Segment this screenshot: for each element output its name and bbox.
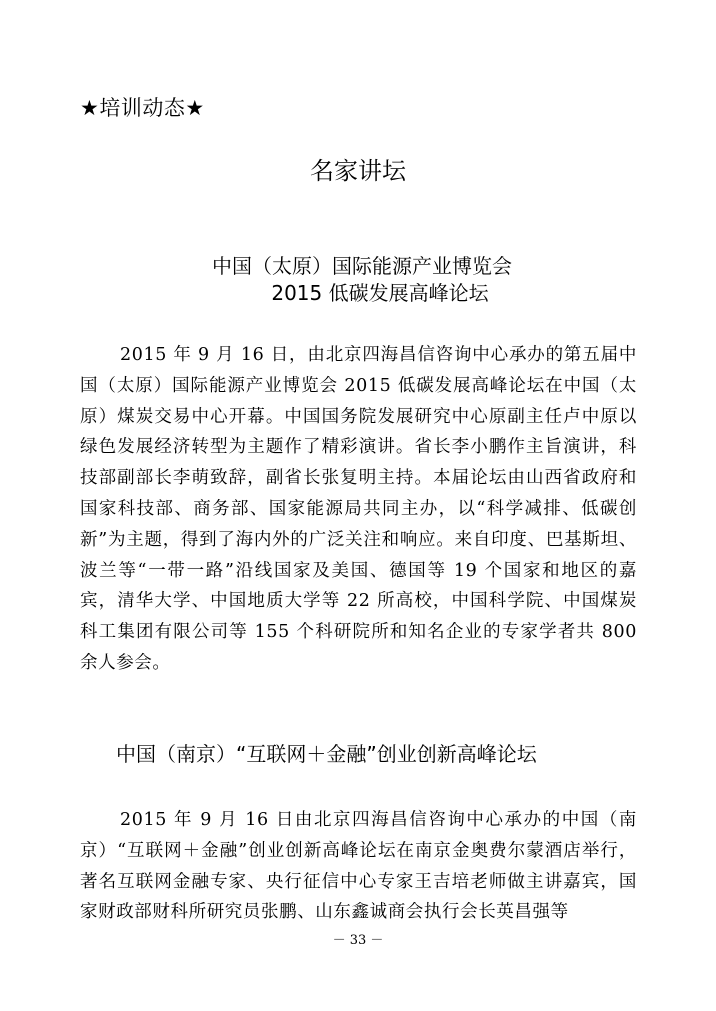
article2-title: 中国（南京）“互联网＋金融”创业创新高峰论坛 <box>116 742 537 766</box>
article-paragraph-1 <box>80 340 637 679</box>
article-title-line2: 2015 低碳发展高峰论坛 <box>271 281 489 305</box>
page-title <box>0 155 716 187</box>
article2-paragraph-1 <box>80 805 637 928</box>
article-title-line1: 中国（太原）国际能源产业博览会 <box>212 254 512 278</box>
section-tag: ★培训动态★ <box>80 96 205 120</box>
page-number: － 33 － <box>332 933 384 948</box>
article-title <box>0 253 716 307</box>
article-paragraph-1-text: 2015 年 9 月 16 日，由北京四海昌信咨询中心承办的第五届中国（太原）国际能源产业博览会 2015 低碳发展高峰论坛在中国（太原）煤炭交易中心开幕。中国国务院发展研究中心原副主任卢中原以绿色发展经济转型为主题作了精彩演讲。省长李小鹏作主旨演讲，科技部副部长李萌致辞，副省长张复明主持。本届论坛由山西省政府和国家科技部、商务部、国家能源局共同主办，以“科学减排、低碳创新”为主题，得到了海内外的广泛关注和响应。来自印度、巴基斯坦、波兰等“一带一路”沿线国家及美国、德国等 19 个国家和地区的嘉宾，清华大学、中国地质大学等 22 所高校，中国科学院、中国煤炭科工集团有限公司等 155 个科研院所和知名企业的专家学者共 800 余人参会。 <box>80 345 637 673</box>
article2-paragraph-1-text: 2015 年 9 月 16 日由北京四海昌信咨询中心承办的中国（南京）“互联网＋金融”创业创新高峰论坛在南京金奥费尔蒙酒店举行，著名互联网金融专家、央行征信中心专家王吉培老师做主讲嘉宾，国家财政部财科所研究员张鹏、山东鑫诚商会执行会长英昌强等 <box>80 810 637 923</box>
page-title-text: 名家讲坛 <box>310 157 406 185</box>
